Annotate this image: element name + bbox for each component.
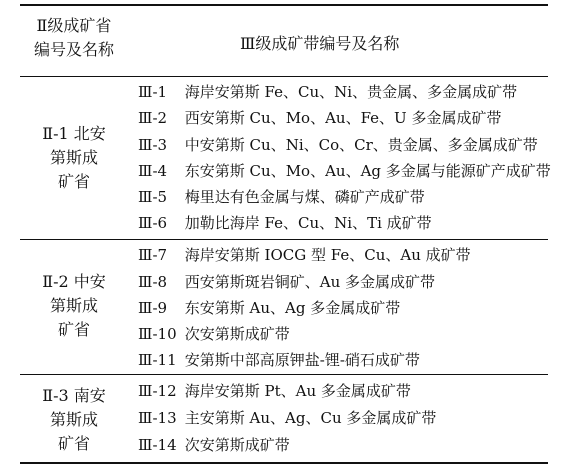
group-label-line1: Ⅱ-2 中安 — [42, 272, 106, 291]
group-label-line2: 第斯成 — [49, 296, 98, 315]
belt-code: Ⅲ-11 — [138, 351, 177, 369]
group-divider-1 — [20, 239, 548, 240]
header-left-line1: Ⅱ级成矿省 — [36, 16, 112, 35]
table-row — [138, 270, 435, 294]
group-label-line3: 矿省 — [57, 320, 90, 339]
table-row — [138, 322, 290, 346]
group-divider-2 — [20, 374, 548, 375]
header-right-cell: Ⅲ级成矿带编号及名称 — [240, 34, 400, 53]
belt-code: Ⅲ-9 — [138, 299, 168, 317]
belt-code: Ⅲ-5 — [138, 188, 168, 206]
table-row — [138, 159, 551, 183]
table-row — [138, 211, 432, 235]
belt-name: 海岸安第斯 IOCG 型 Fe、Cu、Au 成矿带 — [184, 246, 471, 264]
group-label-2 — [24, 270, 124, 342]
belt-code: Ⅲ-13 — [138, 409, 177, 427]
belt-code: Ⅲ-12 — [138, 382, 177, 400]
belt-code: Ⅲ-1 — [138, 83, 168, 101]
belt-code: Ⅲ-7 — [138, 246, 168, 264]
group-label-1 — [24, 122, 124, 194]
header-left-line2: 编号及名称 — [33, 40, 114, 59]
belt-code: Ⅲ-10 — [138, 325, 177, 343]
table-row — [138, 379, 411, 403]
table-row — [138, 406, 436, 430]
belt-code: Ⅲ-14 — [138, 436, 177, 454]
belt-name: 梅里达有色金属与煤、磷矿产成矿带 — [184, 188, 425, 206]
belt-code: Ⅲ-4 — [138, 162, 168, 180]
belt-name: 西安第斯斑岩铜矿、Au 多金属成矿带 — [184, 273, 436, 291]
group-label-line3: 矿省 — [57, 434, 90, 453]
belt-code: Ⅲ-3 — [138, 136, 168, 154]
table-bottom-rule — [20, 462, 548, 464]
belt-name: 海岸安第斯 Fe、Cu、Ni、贵金属、多金属成矿带 — [184, 83, 518, 101]
belt-name: 加勒比海岸 Fe、Cu、Ni、Ti 成矿带 — [184, 214, 432, 232]
group-label-line1: Ⅱ-1 北安 — [42, 124, 106, 143]
group-label-line2: 第斯成 — [49, 410, 98, 429]
belt-name: 次安第斯成矿带 — [184, 325, 290, 343]
table-row — [138, 133, 538, 157]
table-row — [138, 243, 471, 267]
group-label-line2: 第斯成 — [49, 148, 98, 167]
header-left-cell — [24, 14, 124, 62]
belt-name: 次安第斯成矿带 — [184, 436, 290, 454]
group-label-line3: 矿省 — [57, 172, 90, 191]
table-row — [138, 296, 400, 320]
belt-code: Ⅲ-8 — [138, 273, 168, 291]
header-bottom-rule — [20, 76, 548, 77]
belt-name: 东安第斯 Cu、Mo、Au、Ag 多金属与能源矿产成矿带 — [184, 162, 551, 180]
table-row — [138, 433, 290, 457]
table-row — [138, 80, 517, 104]
table-row — [138, 106, 501, 130]
belt-name: 主安第斯 Au、Ag、Cu 多金属成矿带 — [184, 409, 437, 427]
table-row — [138, 185, 425, 209]
belt-name: 中安第斯 Cu、Ni、Co、Cr、贵金属、多金属成矿带 — [184, 136, 538, 154]
table-row — [138, 348, 420, 372]
belt-name: 东安第斯 Au、Ag 多金属成矿带 — [184, 299, 401, 317]
group-label-3 — [24, 384, 124, 456]
belt-code: Ⅲ-2 — [138, 109, 168, 127]
belt-name: 海岸安第斯 Pt、Au 多金属成矿带 — [184, 382, 411, 400]
group-label-line1: Ⅱ-3 南安 — [42, 386, 106, 405]
belt-code: Ⅲ-6 — [138, 214, 168, 232]
belt-name: 西安第斯 Cu、Mo、Au、Fe、U 多金属成矿带 — [184, 109, 502, 127]
belt-name: 安第斯中部高原钾盐-锂-硝石成矿带 — [184, 351, 420, 369]
table-top-rule — [20, 4, 548, 6]
